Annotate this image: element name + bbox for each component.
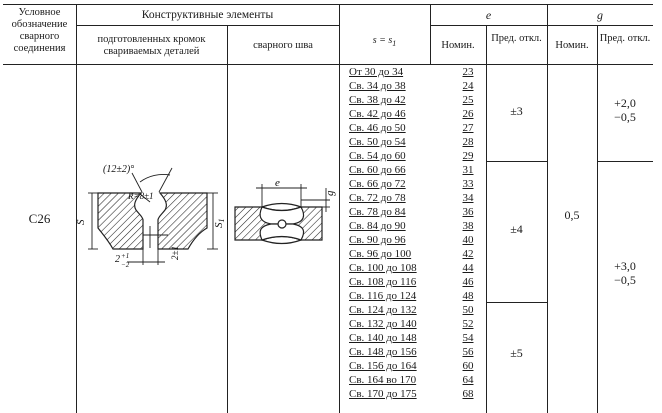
header-e: e xyxy=(485,8,492,22)
e-nominal-value: 46 xyxy=(462,276,474,288)
svg-text:2±1 xyxy=(170,246,180,260)
range-row: Св. 84 до 90 xyxy=(349,220,406,232)
range-row: Св. 132 до 140 xyxy=(349,318,417,330)
e-nominal-value: 44 xyxy=(462,262,474,274)
range-row: Св. 46 до 50 xyxy=(349,122,406,134)
g-tolerance-minus: −0,5 xyxy=(614,273,636,287)
header-s-equals: $s = s_1$ xyxy=(372,35,397,48)
header-g-tolerance: Пред. откл. xyxy=(599,33,651,44)
e-nominal-value: 42 xyxy=(462,248,474,260)
e-nominal-value: 40 xyxy=(462,234,474,246)
e-nominal-value: 38 xyxy=(462,220,474,232)
e-nominal-value: 29 xyxy=(462,150,474,162)
e-tolerance: ±4 xyxy=(510,222,523,236)
range-row: Св. 38 до 42 xyxy=(349,94,406,106)
svg-text:+1 xyxy=(121,252,129,260)
g-tolerance-minus: −0,5 xyxy=(614,110,636,124)
gap-subscript: −2 xyxy=(121,261,130,269)
root-label: 2±1 xyxy=(170,246,180,260)
joint-code: С26 xyxy=(28,211,51,226)
s1-label: S xyxy=(213,222,225,228)
header-e-nominal: Номин. xyxy=(441,40,475,51)
range-row: Св. 116 до 124 xyxy=(349,290,417,302)
e-dimension-label: e xyxy=(275,177,280,189)
svg-text:−2 xyxy=(121,261,130,269)
gap-superscript: +1 xyxy=(121,252,130,260)
svg-text:S1 xyxy=(213,219,226,229)
range-row: Св. 42 до 46 xyxy=(349,108,406,120)
range-row: Св. 60 до 66 xyxy=(349,164,406,176)
e-tolerance: ±5 xyxy=(510,346,523,360)
range-row: Св. 164 во 170 xyxy=(349,374,417,386)
range-row: Св. 100 до 108 xyxy=(349,262,417,274)
e-nominal-value: 23 xyxy=(462,66,474,78)
svg-text:g xyxy=(324,190,336,196)
e-nominal-value: 26 xyxy=(462,108,474,120)
svg-text:(12±2)° xyxy=(103,164,134,175)
s-label: S xyxy=(75,219,87,225)
range-row: Св. 54 до 60 xyxy=(349,150,406,162)
svg-text:S xyxy=(75,219,87,225)
header-designation: Условное обозначение сварного соединения xyxy=(11,7,68,54)
range-row: Св. 34 до 38 xyxy=(349,80,406,92)
header-edges: подготовленных кромок свариваемых деталей xyxy=(97,34,206,57)
s1-subscript: 1 xyxy=(217,218,226,223)
edge-preparation-drawing xyxy=(98,193,207,249)
e-nominal-value: 36 xyxy=(462,206,474,218)
e-nominal-value: 52 xyxy=(462,318,474,330)
range-row: Св. 108 до 116 xyxy=(349,276,417,288)
header-g: g xyxy=(597,8,603,22)
gap-label: 2 xyxy=(115,254,120,265)
weld-drawing-labels xyxy=(275,177,336,196)
range-row: Св. 156 до 164 xyxy=(349,360,417,372)
radius-label: R=8±1 xyxy=(128,191,154,201)
range-row: Св. 124 до 132 xyxy=(349,304,417,316)
range-row: Св. 66 до 72 xyxy=(349,178,406,190)
weld-seam-drawing xyxy=(235,204,322,244)
g-tolerance-plus: +3,0 xyxy=(614,259,636,273)
g-nominal: 0,5 xyxy=(564,208,580,222)
header-e-tolerance: Пред. откл. xyxy=(491,33,542,44)
range-row: Св. 72 до 78 xyxy=(349,192,406,204)
range-row: Св. 96 до 100 xyxy=(349,248,412,260)
svg-text:2 xyxy=(115,254,120,265)
header-structural: Конструктивные элементы xyxy=(141,9,274,21)
range-row: Св. 170 до 175 xyxy=(349,388,417,400)
svg-text:R=8±1 xyxy=(127,191,154,201)
e-nominal-value: 64 xyxy=(462,374,474,386)
e-nominal-value: 60 xyxy=(462,360,474,372)
e-nominal-value: 34 xyxy=(462,192,474,204)
e-tolerance: ±3 xyxy=(510,104,523,118)
e-nominal-value: 31 xyxy=(462,164,474,176)
range-row: Св. 148 до 156 xyxy=(349,346,417,358)
g-dimension-label: g xyxy=(324,190,336,196)
e-nominal-value: 54 xyxy=(462,332,474,344)
range-row: Св. 50 до 54 xyxy=(349,136,406,148)
e-nominal-value: 50 xyxy=(462,304,474,316)
e-nominal-value: 24 xyxy=(462,80,474,92)
e-nominal-value: 28 xyxy=(462,136,474,148)
e-nominal-value: 25 xyxy=(462,94,474,106)
e-nominal-value: 33 xyxy=(462,178,474,190)
e-nominal-value: 48 xyxy=(462,290,474,302)
header-g-nominal: Номин. xyxy=(555,40,589,51)
range-row: Св. 140 до 148 xyxy=(349,332,417,344)
angle-label: (12±2)° xyxy=(103,164,135,175)
e-nominal-value: 56 xyxy=(462,346,474,358)
svg-text:e xyxy=(275,177,280,189)
header-weld: сварного шва xyxy=(253,40,313,51)
range-row: От 30 до 34 xyxy=(349,66,404,78)
range-row: Св. 78 до 84 xyxy=(349,206,406,218)
e-nominal-value: 27 xyxy=(462,122,474,134)
e-nominal-value: 68 xyxy=(462,388,474,400)
g-tolerance-plus: +2,0 xyxy=(614,96,636,110)
range-row: Св. 90 до 96 xyxy=(349,234,406,246)
